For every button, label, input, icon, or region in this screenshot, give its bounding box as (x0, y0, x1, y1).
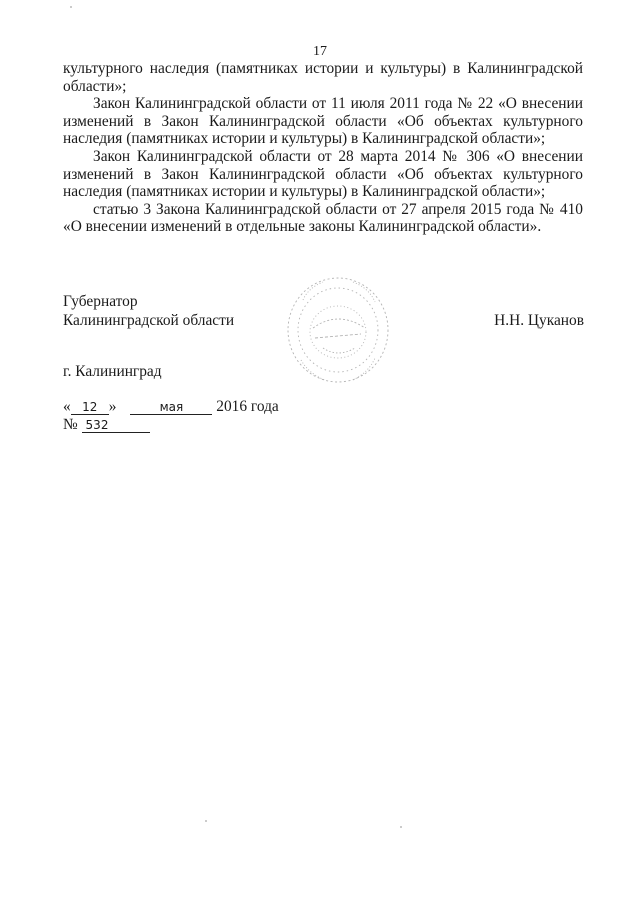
position-region: Калининградской области (63, 312, 235, 329)
signatory-name: Н.Н. Цуканов (494, 312, 584, 329)
scan-speck (400, 826, 402, 828)
scan-speck (70, 6, 72, 8)
page-number: 17 (313, 44, 327, 59)
date-year: 2016 года (216, 398, 279, 415)
date-month: мая (130, 400, 212, 415)
paragraph-law-2015: статью 3 Закона Калининградской области от 27 апреля 2015 года № 410 «О внесении изменений в отдельные законы Калининградской области». (63, 200, 583, 236)
paragraph-continuation: культурного наследия (памятниках истории и культуры) в Калининградской области»; (63, 60, 583, 95)
number-label: № (63, 416, 78, 433)
signing-city: г. Калининград (63, 363, 162, 380)
date-close-quote: » (108, 398, 117, 415)
paragraph-law-2014: Закон Калининградской области от 28 марта 2014 № 306 «О внесении изменений в Закон Калининградской области «Об объектах культурного наследия (памятниках истории и культуры) в Калининградской области»; (63, 147, 583, 201)
date-day: 12 (71, 400, 109, 415)
official-seal-stamp (283, 270, 393, 390)
date-open-quote: « (63, 398, 71, 415)
scan-speck (205, 820, 207, 822)
document-number (63, 416, 150, 434)
paragraph-law-2011: Закон Калининградской области от 11 июля 2011 года № 22 «О внесении изменений в Закон Калининградской области «Об объектах культурного наследия (памятниках истории и культуры) в Калининградской области»; (63, 95, 583, 148)
signatory-position (63, 292, 234, 330)
document-body (63, 60, 583, 236)
number-value: 532 (82, 418, 150, 433)
signing-date (63, 398, 279, 416)
position-title: Губернатор (63, 293, 138, 310)
